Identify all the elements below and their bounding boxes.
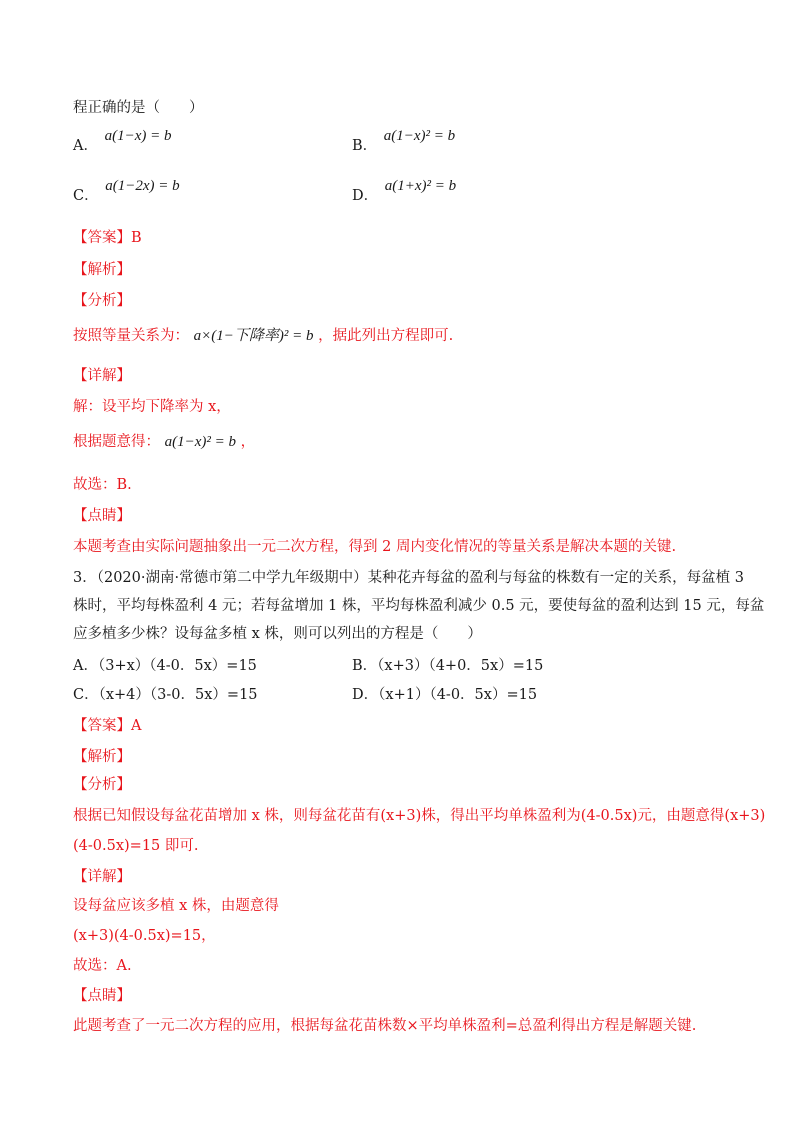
q2-analysis-tag: 【解析】	[73, 262, 131, 278]
q3-option-c	[73, 685, 258, 705]
fenxi-pre: 按照等量关系为：	[73, 328, 189, 344]
fenxi-post: ，据此列出方程即可.	[318, 328, 454, 344]
fenxi-math: a×(1−下降率)² = b	[193, 328, 314, 344]
q3-option-a	[73, 656, 257, 676]
option-label: D．	[352, 687, 379, 703]
q3-option-b	[352, 656, 543, 676]
option-label: B．	[352, 138, 378, 154]
q3-fenxi-1: 根据已知假设每盆花苗增加 x 株，则每盆花苗有(x+3)株，得出平均单株盈利为(4-0.5x)元，由题意得(x+3)	[73, 808, 766, 824]
q3-comment: 此题考查了一元二次方程的应用，根据每盆花苗株数×平均单株盈利=总盈利得出方程是解题关键.	[73, 1018, 697, 1034]
q2-option-c	[73, 178, 180, 206]
q2-fenxi-tag: 【分析】	[73, 293, 131, 309]
option-math: a(1+x)² = b	[384, 178, 457, 194]
q2-choice: 故选：B.	[73, 477, 132, 493]
option-label: C．	[73, 687, 99, 703]
q2-detail-1: 解：设平均下降率为 x，	[73, 399, 231, 415]
q2-detail-2	[73, 432, 255, 452]
q3-comment-tag: 【点睛】	[73, 988, 131, 1004]
q2-option-a	[73, 128, 172, 156]
q3-option-d	[352, 685, 537, 705]
q2-option-b	[352, 128, 456, 156]
q2-fenxi	[73, 326, 453, 346]
answer-value: A	[131, 718, 142, 734]
detail-math: a(1−x)² = b	[164, 434, 236, 450]
q2-option-d	[352, 178, 457, 206]
option-math: a(1−2x) = b	[105, 178, 180, 194]
q2-stem: 程正确的是（ ）	[73, 100, 204, 116]
q2-comment: 本题考查由实际问题抽象出一元二次方程，得到 2 周内变化情况的等量关系是解决本题的关键.	[73, 539, 677, 555]
q2-answer	[73, 228, 142, 248]
q3-choice: 故选：A.	[73, 958, 132, 974]
q3-detail-tag: 【详解】	[73, 869, 131, 885]
q3-fenxi-2: (4-0.5x)=15 即可.	[73, 838, 199, 854]
option-text: （x+4）（3-0．5x）=15	[98, 687, 258, 703]
option-label: C．	[73, 188, 99, 204]
answer-tag: 【答案】	[73, 718, 131, 734]
q2-detail-tag: 【详解】	[73, 368, 131, 384]
option-label: A．	[73, 138, 98, 154]
option-math: a(1−x) = b	[104, 128, 172, 144]
option-math: a(1−x)² = b	[383, 128, 456, 144]
option-text: （x+3）（4+0．5x）=15	[377, 658, 544, 674]
q3-detail-2: (x+3)(4-0.5x)=15，	[73, 928, 216, 944]
option-text: （x+1）（4-0．5x）=15	[378, 687, 538, 703]
q3-answer	[73, 716, 141, 736]
option-label: A．	[73, 658, 98, 674]
detail-post: ，	[240, 434, 256, 450]
q3-stem-line2: 株时，平均每株盈利 4 元；若每盆增加 1 株，平均每株盈利减少 0.5 元，要使每盆的盈利达到 15 元，每盆	[73, 598, 765, 614]
q2-comment-tag: 【点睛】	[73, 508, 131, 524]
q3-fenxi-tag: 【分析】	[73, 777, 131, 793]
detail-pre: 根据题意得：	[73, 434, 160, 450]
q3-stem-line1: 3．（2020·湖南·常德市第二中学九年级期中）某种花卉每盆的盈利与每盆的株数有一定的关系，每盆植 3	[73, 570, 744, 586]
option-text: （3+x）（4-0．5x）=15	[97, 658, 257, 674]
q3-analysis-tag: 【解析】	[73, 749, 131, 765]
q3-stem-line3: 应多植多少株？设每盆多植 x 株，则可以列出的方程是（ ）	[73, 626, 482, 642]
q3-detail-1: 设每盆应该多植 x 株，由题意得	[73, 898, 279, 914]
option-label: D．	[352, 188, 379, 204]
answer-tag: 【答案】	[73, 230, 131, 246]
answer-value: B	[131, 230, 142, 246]
option-label: B．	[352, 658, 378, 674]
